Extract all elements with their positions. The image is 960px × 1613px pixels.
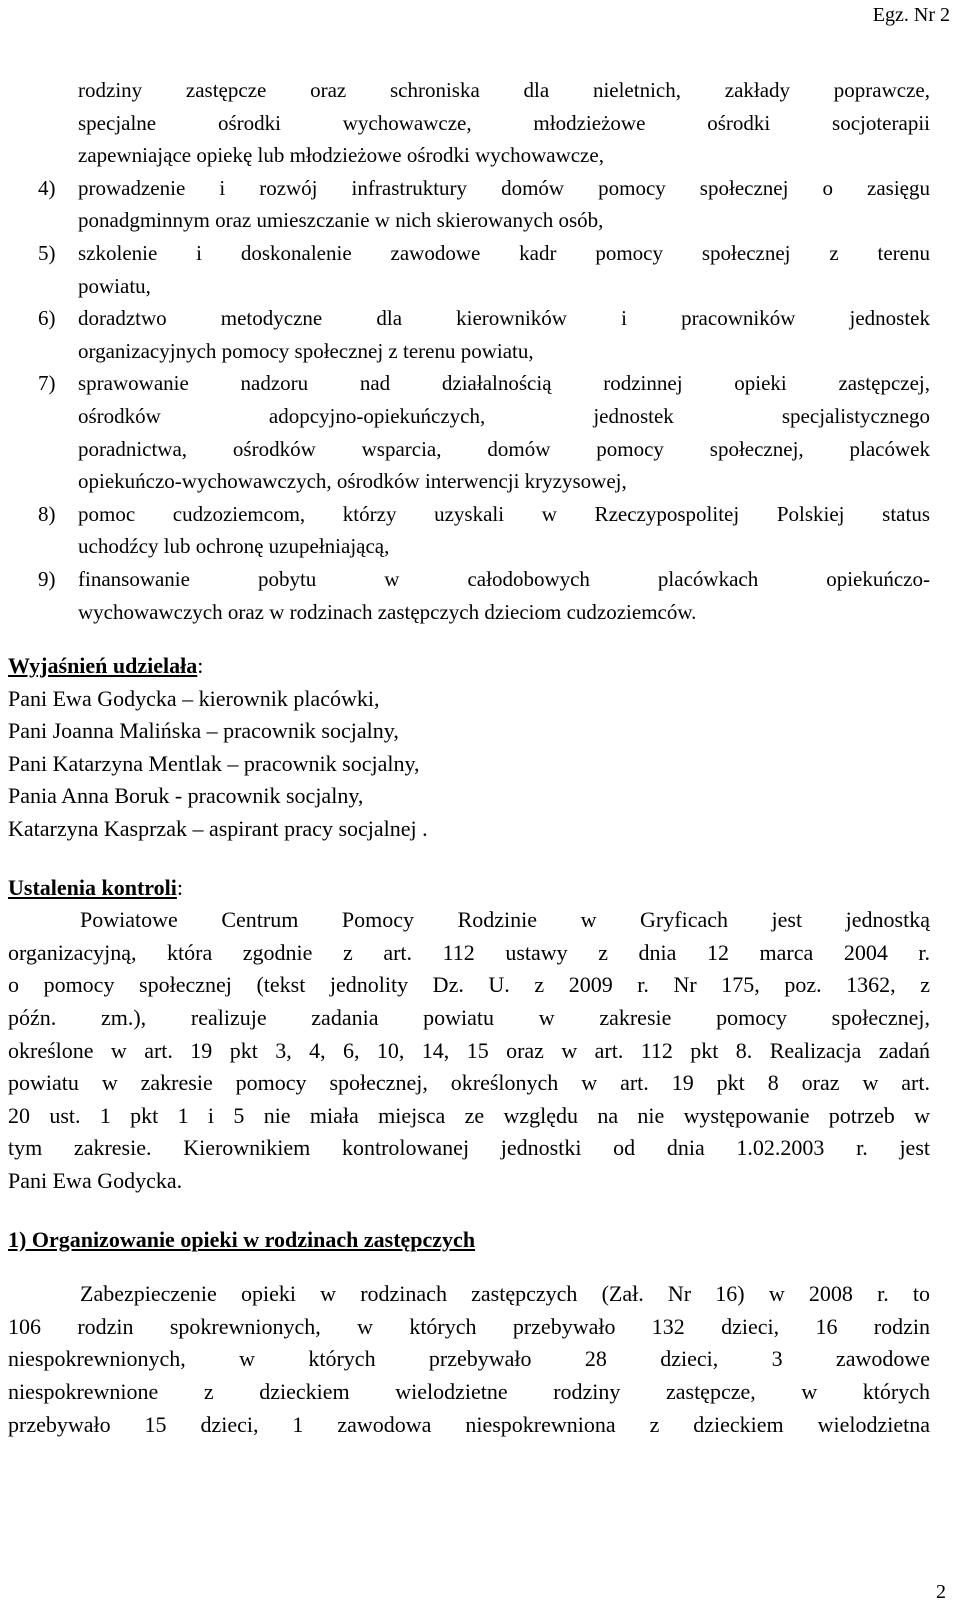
findings-line: Pani Ewa Godycka.: [8, 1168, 183, 1193]
list-item-7: 7) sprawowanie nadzoru nad działalnością rodzinnej opieki zastępczej, ośrodków adopcyjno-opiekuńczych, jednostek specjalistycznego poradnictwa, ośrodków wsparcia, domów pomocy społecznej, placówek opiekuńczo-wychowawczych, ośrodków interwencji kryzysowej,: [8, 367, 930, 497]
section-1-line: niespokrewnionych, w których przebywało 28 dzieci, 3 zawodowe: [8, 1346, 930, 1372]
explanation-person: Pani Katarzyna Mentlak – pracownik socjalny,: [8, 750, 420, 776]
page-number: 2: [936, 1581, 946, 1603]
list-item-number: 9): [38, 566, 56, 591]
section-1-line: przebywało 15 dzieci, 1 zawodowa niespokrewniona z dzieckiem wielodzietna: [8, 1411, 930, 1437]
findings-line: Powiatowe Centrum Pomocy Rodzinie w Gryficach jest jednostką: [80, 907, 930, 933]
findings-line: o pomocy społecznej (tekst jednolity Dz. U. z 2009 r. Nr 175, poz. 1362, z: [8, 972, 930, 998]
copy-number-label: Egz. Nr 2: [872, 4, 950, 26]
findings-line: organizacyjną, która zgodnie z art. 112 ustawy z dnia 12 marca 2004 r.: [8, 939, 930, 965]
section-1-heading: 1) Organizowanie opieki w rodzinach zastępczych: [8, 1226, 476, 1252]
list-continuation-line: rodziny zastępcze oraz schroniska dla nieletnich, zakłady poprawcze,: [78, 78, 930, 102]
section-1-line: niespokrewnione z dzieckiem wielodzietne rodziny zastępcze, w których: [8, 1378, 930, 1404]
explanation-person: Pani Ewa Godycka – kierownik placówki,: [8, 685, 380, 711]
explanation-person: Katarzyna Kasprzak – aspirant pracy socjalnej .: [8, 816, 428, 842]
findings-heading: Ustalenia kontroli:: [8, 874, 184, 900]
section-1-line: Zabezpieczenie opieki w rodzinach zastępczych (Zał. Nr 16) w 2008 r. to: [80, 1281, 930, 1307]
list-item-number: 5): [38, 240, 56, 265]
findings-line: 20 ust. 1 pkt 1 i 5 nie miała miejsca ze względu na nie występowanie potrzeb w: [8, 1102, 930, 1128]
list-item-number: 8): [38, 501, 56, 526]
findings-section: [8, 872, 930, 1198]
list-item-number: 7): [38, 371, 56, 396]
list-item-8: 8) pomoc cudzoziemcom, którzy uzyskali w Rzeczypospolitej Polskiej status uchodźcy lub ochronę uzupełniającą,: [8, 498, 930, 563]
task-list: [8, 74, 930, 628]
section-1: [8, 1224, 930, 1442]
findings-line: późn. zm.), realizuje zadania powiatu w zakresie pomocy społecznej,: [8, 1005, 930, 1031]
findings-line: tym zakresie. Kierownikiem kontrolowanej jednostki od dnia 1.02.2003 r. jest: [8, 1135, 930, 1161]
explanation-person: Pania Anna Boruk - pracownik socjalny,: [8, 783, 364, 809]
list-item-number: 6): [38, 306, 56, 331]
section-1-line: 106 rodzin spokrewnionych, w których przebywało 132 dzieci, 16 rodzin: [8, 1313, 930, 1339]
explanations-section: [8, 650, 930, 846]
list-item-number: 4): [38, 175, 56, 200]
list-item-6: 6) doradztwo metodyczne dla kierowników i pracowników jednostek organizacyjnych pomocy społecznej z terenu powiatu,: [8, 302, 930, 367]
list-item-5: 5) szkolenie i doskonalenie zawodowe kadr pomocy społecznej z terenu powiatu,: [8, 237, 930, 302]
findings-line: określone w art. 19 pkt 3, 4, 6, 10, 14, 15 oraz w art. 112 pkt 8. Realizacja zadań: [8, 1037, 930, 1063]
document-body: [8, 74, 930, 1441]
explanation-person: Pani Joanna Malińska – pracownik socjalny,: [8, 718, 399, 744]
list-continuation-line: specjalne ośrodki wychowawcze, młodzieżowe ośrodki socjoterapii: [78, 110, 930, 135]
list-item-9: 9) finansowanie pobytu w całodobowych placówkach opiekuńczo- wychowawczych oraz w rodzinach zastępczych dzieciom cudzoziemców.: [8, 563, 930, 628]
list-item-4: 4) prowadzenie i rozwój infrastruktury domów pomocy społecznej o zasięgu ponadgminnym oraz umieszczanie w nich skierowanych osób,: [8, 172, 930, 237]
findings-line: powiatu w zakresie pomocy społecznej, określonych w art. 19 pkt 8 oraz w art.: [8, 1070, 930, 1096]
explanations-heading: Wyjaśnień udzielała:: [8, 653, 204, 679]
list-continuation-line: zapewniające opiekę lub młodzieżowe ośrodki wychowawcze,: [78, 143, 604, 168]
